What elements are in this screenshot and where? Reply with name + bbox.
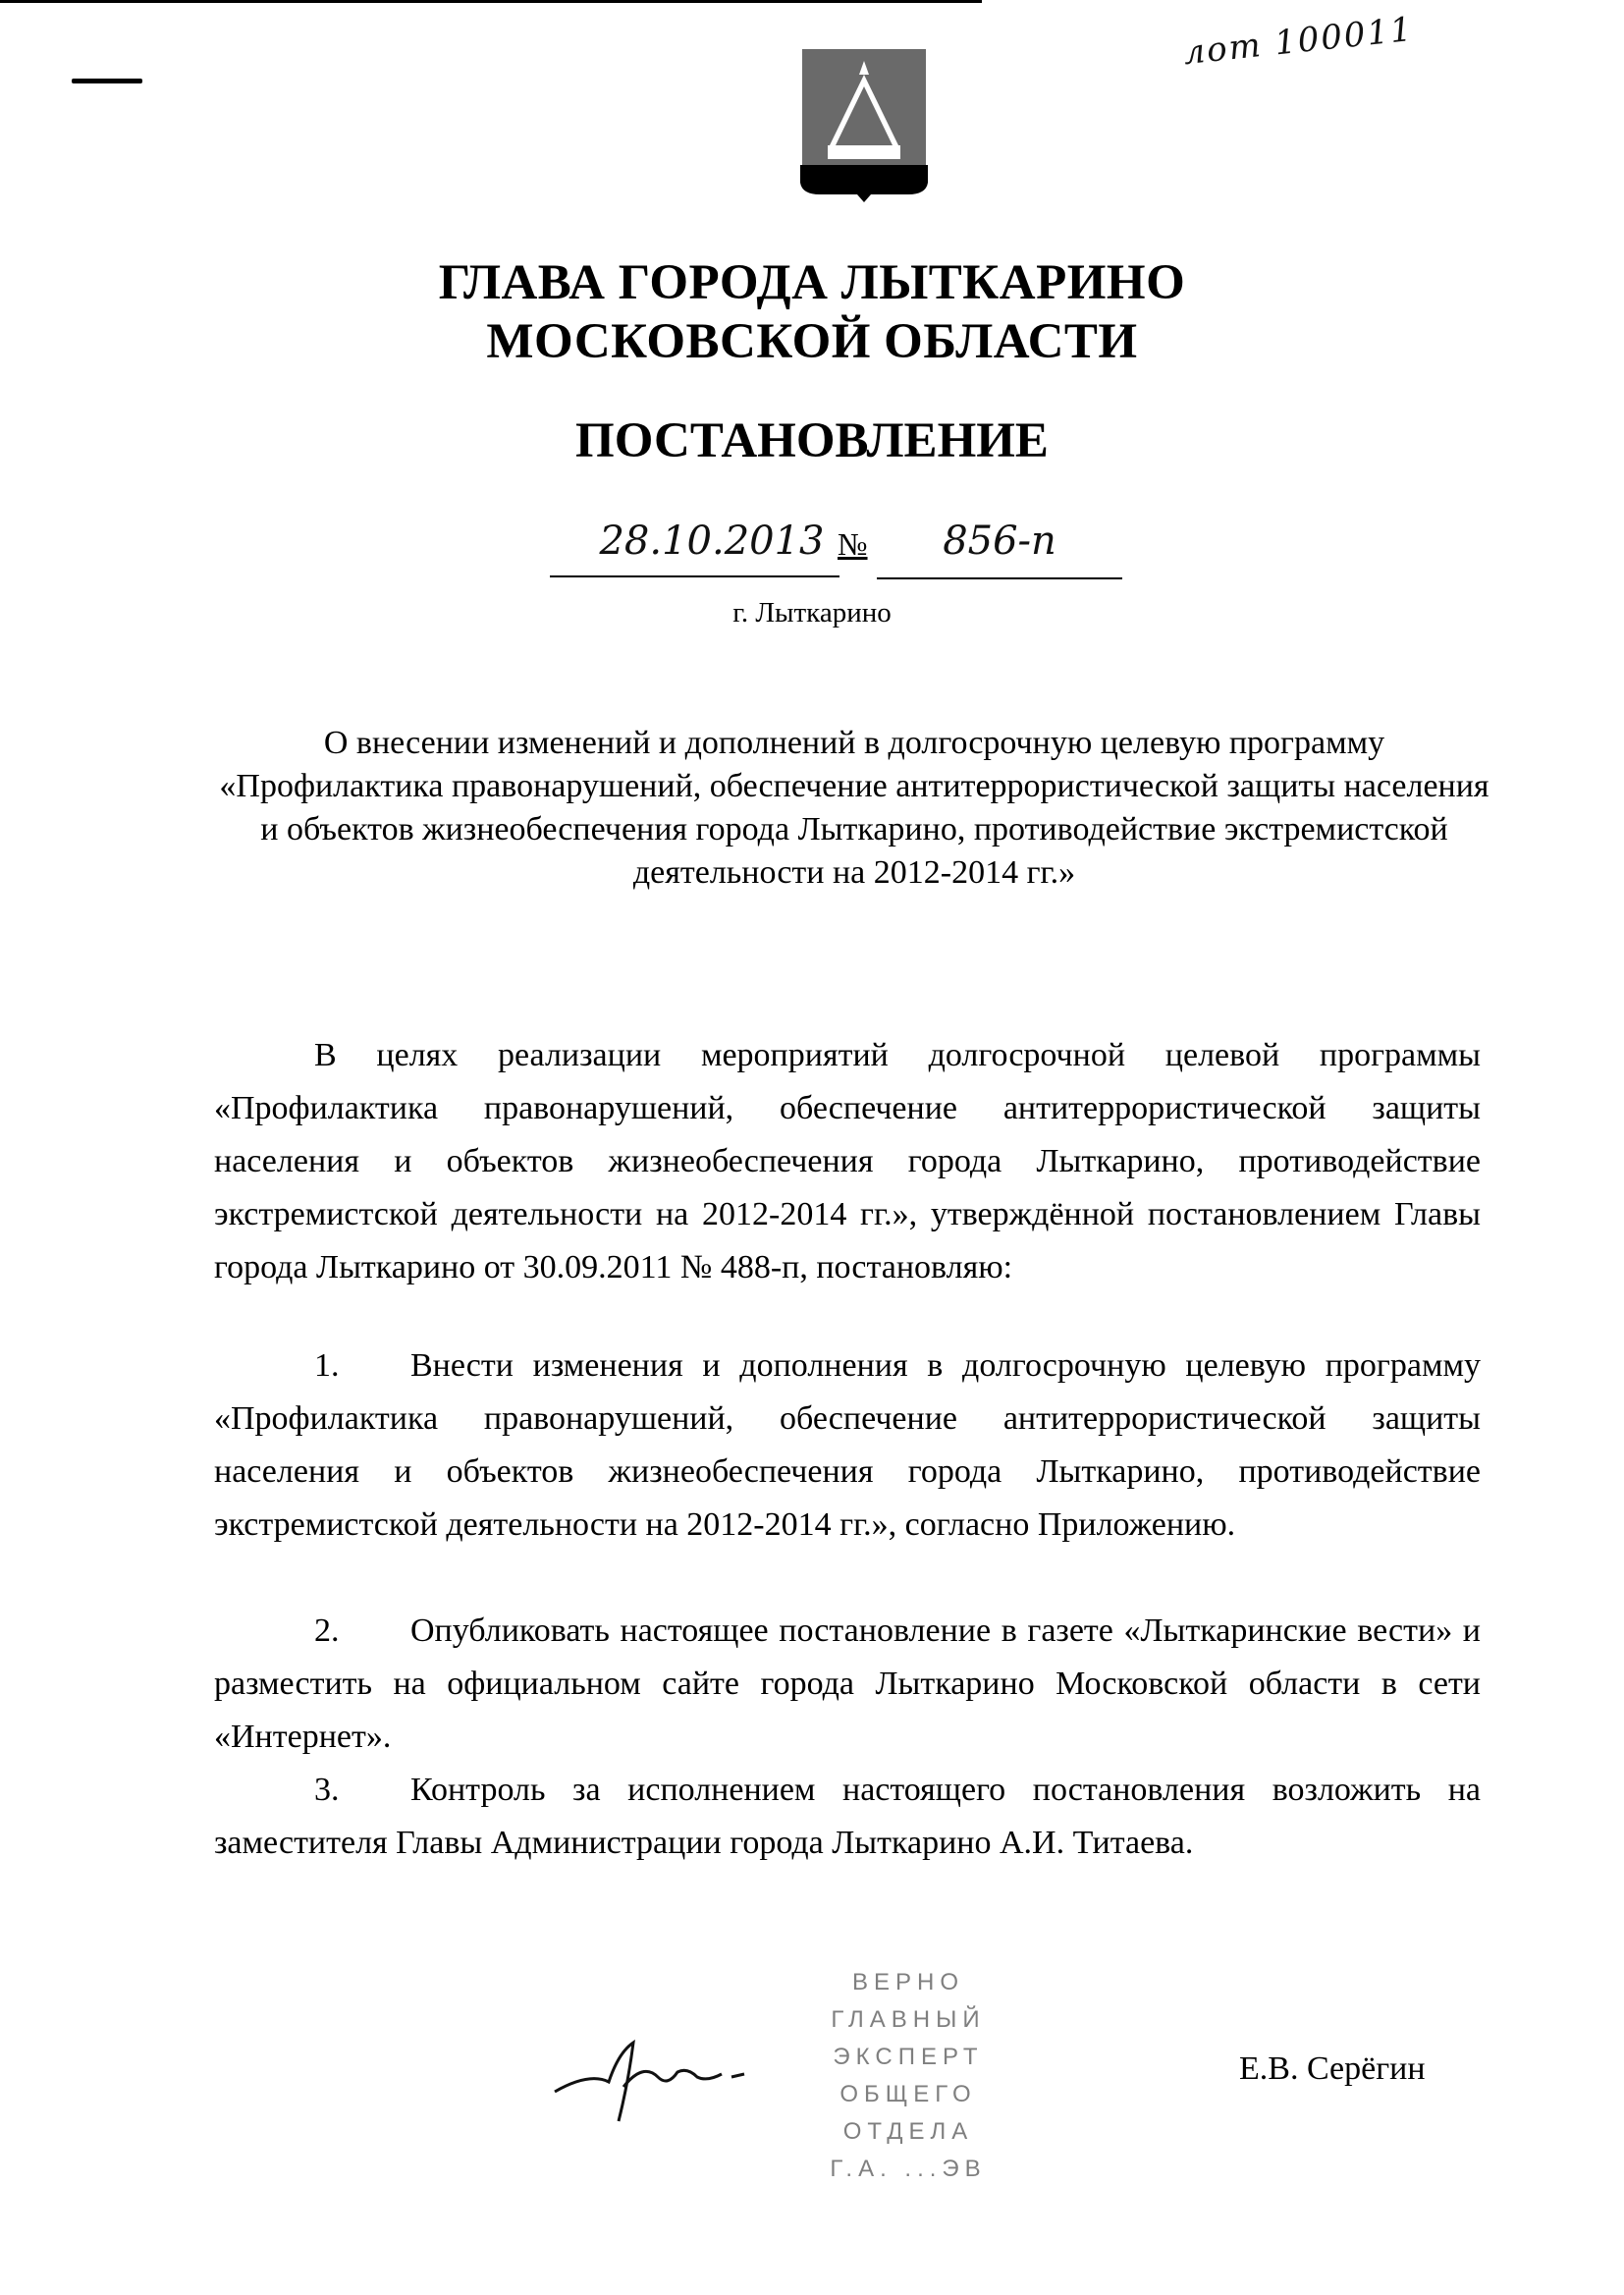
certification-stamp (781, 1964, 1036, 2188)
item-number: 1. (314, 1347, 340, 1384)
list-item (214, 1339, 1481, 1552)
item-text: Контроль за исполнением настоящего постановления возложить на заместителя Главы Администрации города Лыткарино А.И. Титаева. (214, 1772, 1481, 1861)
item-number: 3. (314, 1772, 340, 1808)
document-date: 28.10.2013 (599, 519, 825, 564)
item-number: 2. (314, 1612, 340, 1649)
stamp-line: Г.А. ...ЭВ (830, 2156, 987, 2182)
signature-icon (550, 2023, 746, 2131)
city-name: г. Лыткарино (732, 597, 892, 628)
scan-mark (72, 79, 142, 83)
date-number-line (0, 519, 1624, 568)
number-label: № (838, 526, 868, 562)
authority-header (0, 253, 1624, 371)
document-type: ПОСТАНОВЛЕНИЕ (575, 413, 1049, 468)
item-text: Внести изменения и дополнения в долгосрочную целевую программу «Профилактика правонарушений, обеспечение антитеррористической защиты населения и объектов жизнеобеспечения города Лыткарино, противодействие экстремистской деятельности на 2012-2014 гг.», согласно Приложению. (214, 1347, 1481, 1543)
lytkarino-coat-of-arms-icon (800, 47, 928, 204)
handwritten-note: лот 100011 (1181, 9, 1416, 74)
stamp-line: ГЛАВНЫЙ ЭКСПЕРТ (831, 2006, 986, 2070)
document-number: 856-п (943, 519, 1056, 564)
list-item (214, 1764, 1481, 1870)
intro-paragraph: В целях реализации мероприятий долгосрочной целевой программы «Профилактика правонарушений, обеспечение антитеррористической защиты населения и объектов жизнеобеспечения города Лыткарино, противодействие экстремистской деятельности на 2012-2014 гг.», утверждённой постановлением Главы города Лыткарино от 30.09.2011 № 488-п, постановляю: (214, 1037, 1481, 1285)
scan-edge-line (0, 0, 982, 3)
stamp-line: ВЕРНО (851, 1969, 965, 1995)
header-line-2: МОСКОВСКОЙ ОБЛАСТИ (486, 314, 1138, 369)
header-line-1: ГЛАВА ГОРОДА ЛЫТКАРИНО (438, 255, 1186, 310)
number-underline (877, 577, 1122, 579)
stamp-line: ОБЩЕГО ОТДЕЛА (839, 2081, 977, 2145)
document-title: О внесении изменений и дополнений в долгосрочную целевую программу «Профилактика правонарушений, обеспечение антитеррористической защиты населения и объектов жизнеобеспечения города Лыткарино, противодействие экстремистской деятельности на 2012-2014 гг.» (219, 725, 1489, 891)
list-item (214, 1605, 1481, 1764)
item-text: Опубликовать настоящее постановление в газете «Лыткаринские вести» и разместить на официальном сайте города Лыткарино Московской области в сети «Интернет». (214, 1612, 1481, 1755)
date-underline (550, 575, 839, 577)
signer-name: Е.В. Серёгин (1239, 2050, 1426, 2087)
